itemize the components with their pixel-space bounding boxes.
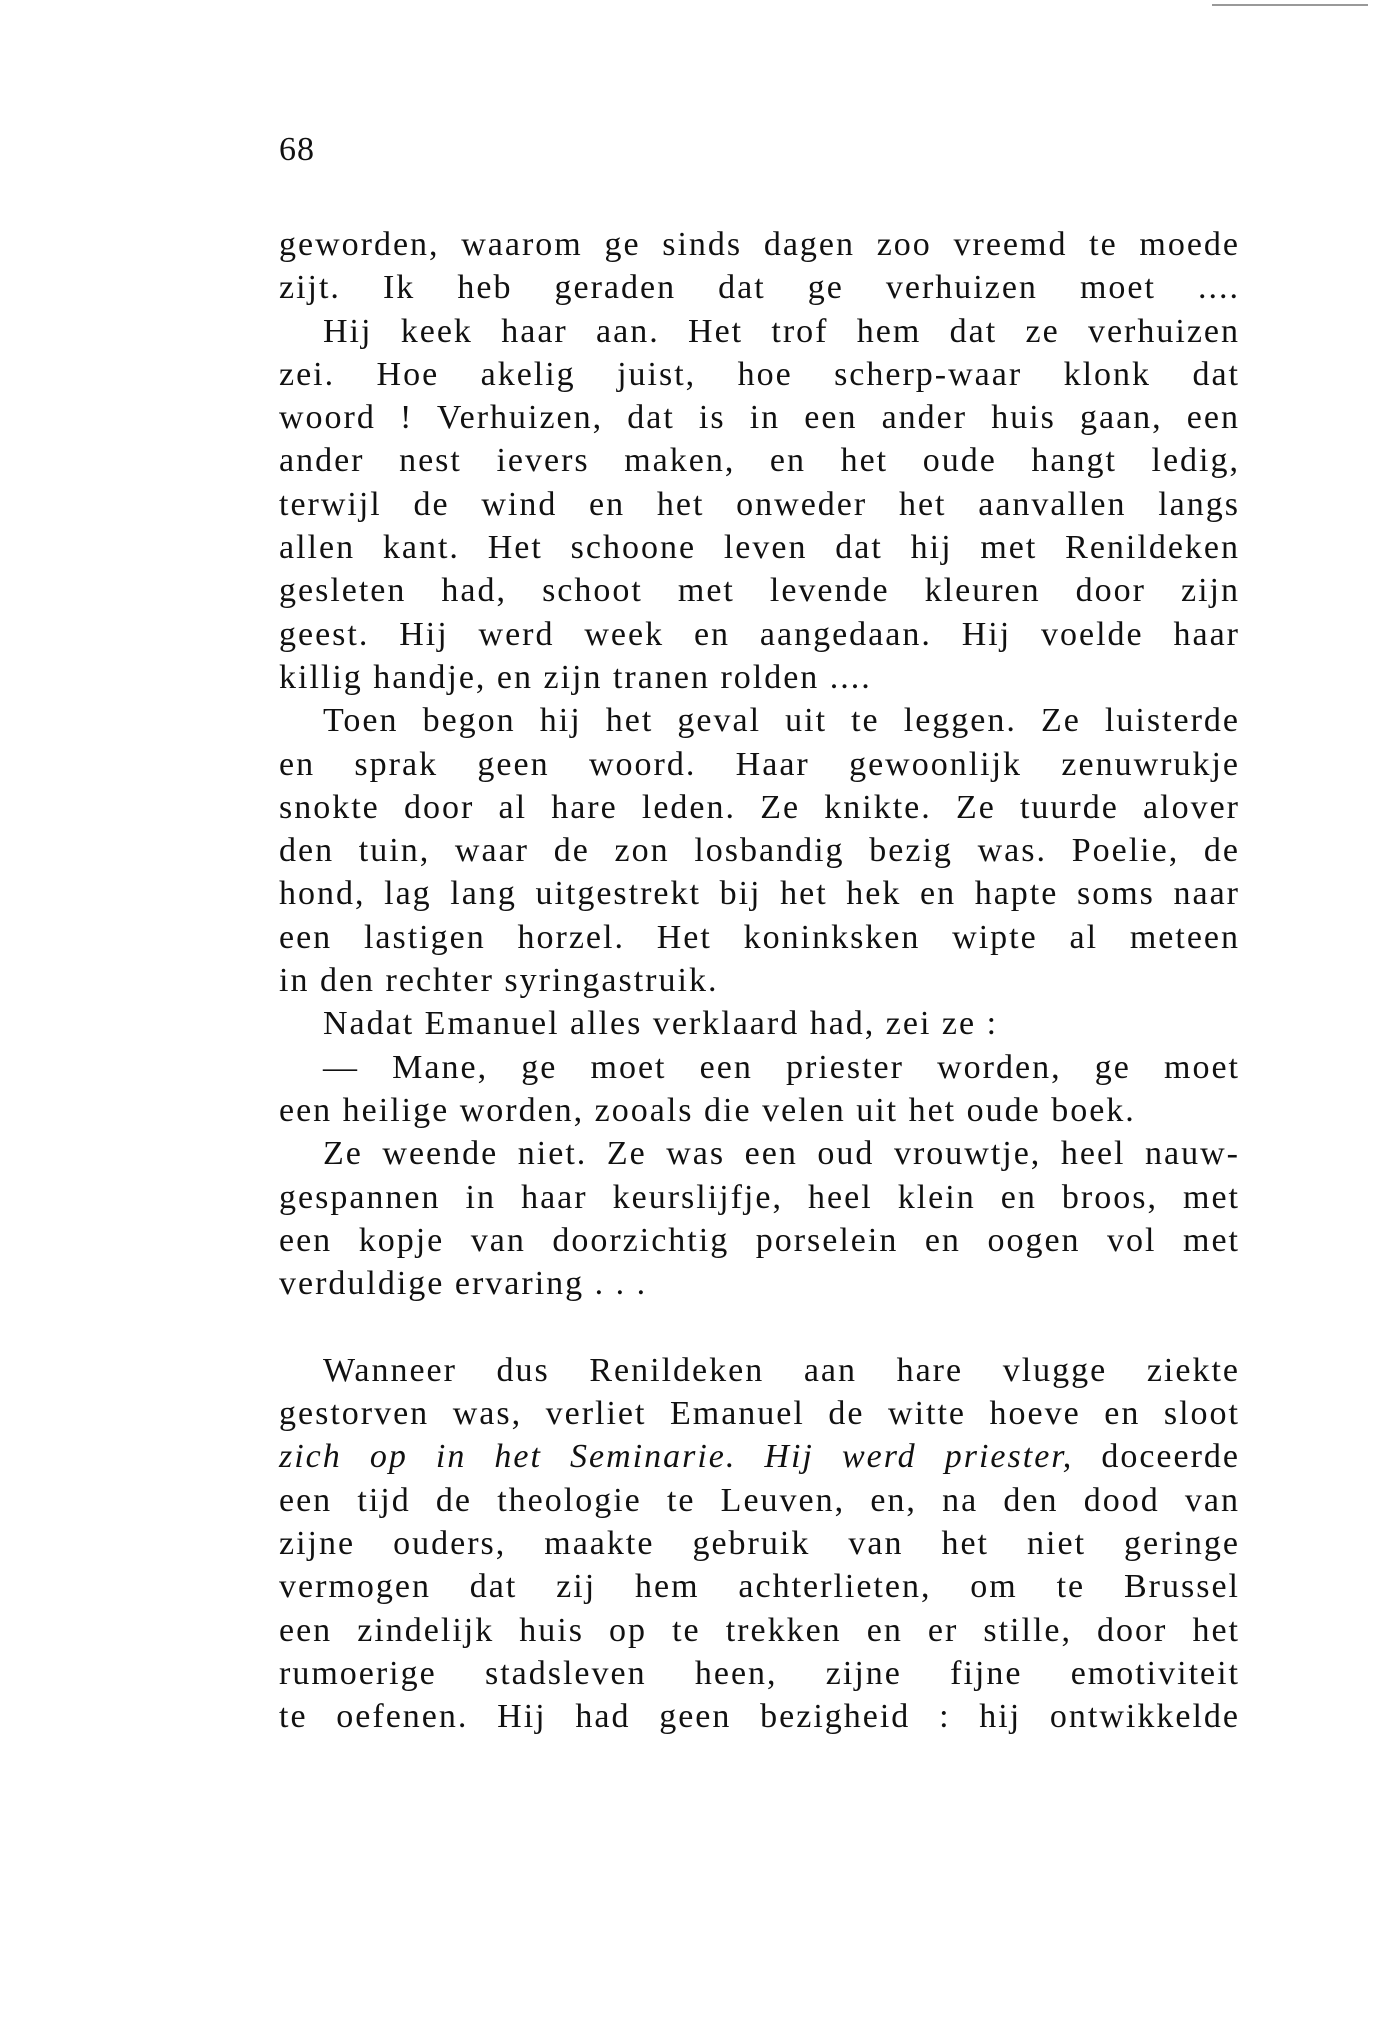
- text-line: een tijd de theologie te Leuven, en, na den dood van: [279, 1481, 1240, 1519]
- text-line: [279, 1435, 1240, 1478]
- text-line: gespannen in haar keurslijfje, heel klein en broos, met: [279, 1178, 1240, 1216]
- scan-edge-rule: [1212, 4, 1368, 6]
- text-line: zijne ouders, maakte gebruik van het niet geringe: [279, 1524, 1240, 1562]
- text-line: verduldige ervaring . . .: [279, 1265, 648, 1303]
- text-line: hond, lag lang uitgestrekt bij het hek en hapte soms naar: [279, 875, 1240, 913]
- page-number: 68: [279, 131, 315, 168]
- body-text: [279, 223, 1240, 1738]
- paragraph-break: [279, 1305, 1240, 1348]
- text-line: killig handje, en zijn tranen rolden ....: [279, 658, 872, 696]
- text-line: rumoerige stadsleven heen, zijne fijne emotiviteit: [279, 1654, 1240, 1692]
- italic-text: zich op in het Seminarie. Hij werd priester,: [279, 1438, 1074, 1476]
- text-line: — Mane, ge moet een priester worden, ge moet: [323, 1048, 1240, 1086]
- text-line: te oefenen. Hij had geen bezigheid : hij ontwikkelde: [279, 1698, 1240, 1736]
- text-line: allen kant. Het schoone leven dat hij met Renildeken: [279, 529, 1240, 567]
- text-line: den tuin, waar de zon losbandig bezig was. Poelie, de: [279, 832, 1240, 870]
- text-line: terwijl de wind en het onweder het aanvallen langs: [279, 485, 1240, 523]
- text-line: zei. Hoe akelig juist, hoe scherp-waar klonk dat: [279, 355, 1240, 393]
- text-line: gesleten had, schoot met levende kleuren door zijn: [279, 572, 1240, 610]
- text-line: snokte door al hare leden. Ze knikte. Ze tuurde alover: [279, 788, 1240, 826]
- text-line: Wanneer dus Renildeken aan hare vlugge ziekte: [323, 1351, 1240, 1389]
- text-line: Hij keek haar aan. Het trof hem dat ze verhuizen: [323, 312, 1240, 350]
- text-line: Toen begon hij het geval uit te leggen. Ze luisterde: [323, 702, 1240, 740]
- text-line: woord ! Verhuizen, dat is in een ander huis gaan, een: [279, 399, 1240, 437]
- text-line: in den rechter syringastruik.: [279, 962, 719, 1000]
- text-line: een lastigen horzel. Het koninksken wipte al meteen: [279, 918, 1240, 956]
- text-line: een zindelijk huis op te trekken en er stille, door het: [279, 1611, 1240, 1649]
- text-line: Nadat Emanuel alles verklaard had, zei ze :: [323, 1005, 999, 1043]
- text-line: ander nest ievers maken, en het oude hangt ledig,: [279, 442, 1240, 480]
- text-line: gestorven was, verliet Emanuel de witte hoeve en sloot: [279, 1395, 1240, 1433]
- text-line: Ze weende niet. Ze was een oud vrouwtje, heel nauw-: [323, 1135, 1240, 1173]
- text-line: en sprak geen woord. Haar gewoonlijk zenuwrukje: [279, 745, 1240, 783]
- text-line: vermogen dat zij hem achterlieten, om te Brussel: [279, 1568, 1240, 1606]
- text-line: een kopje van doorzichtig porselein en oogen vol met: [279, 1221, 1240, 1259]
- text-line: een heilige worden, zooals die velen uit het oude boek.: [279, 1091, 1136, 1129]
- text-line: zijt. Ik heb geraden dat ge verhuizen moet ....: [279, 269, 1240, 307]
- text-segment: doceerde: [1073, 1438, 1240, 1476]
- text-line: geworden, waarom ge sinds dagen zoo vreemd te moede: [279, 226, 1240, 263]
- text-line: geest. Hij werd week en aangedaan. Hij voelde haar: [279, 615, 1240, 653]
